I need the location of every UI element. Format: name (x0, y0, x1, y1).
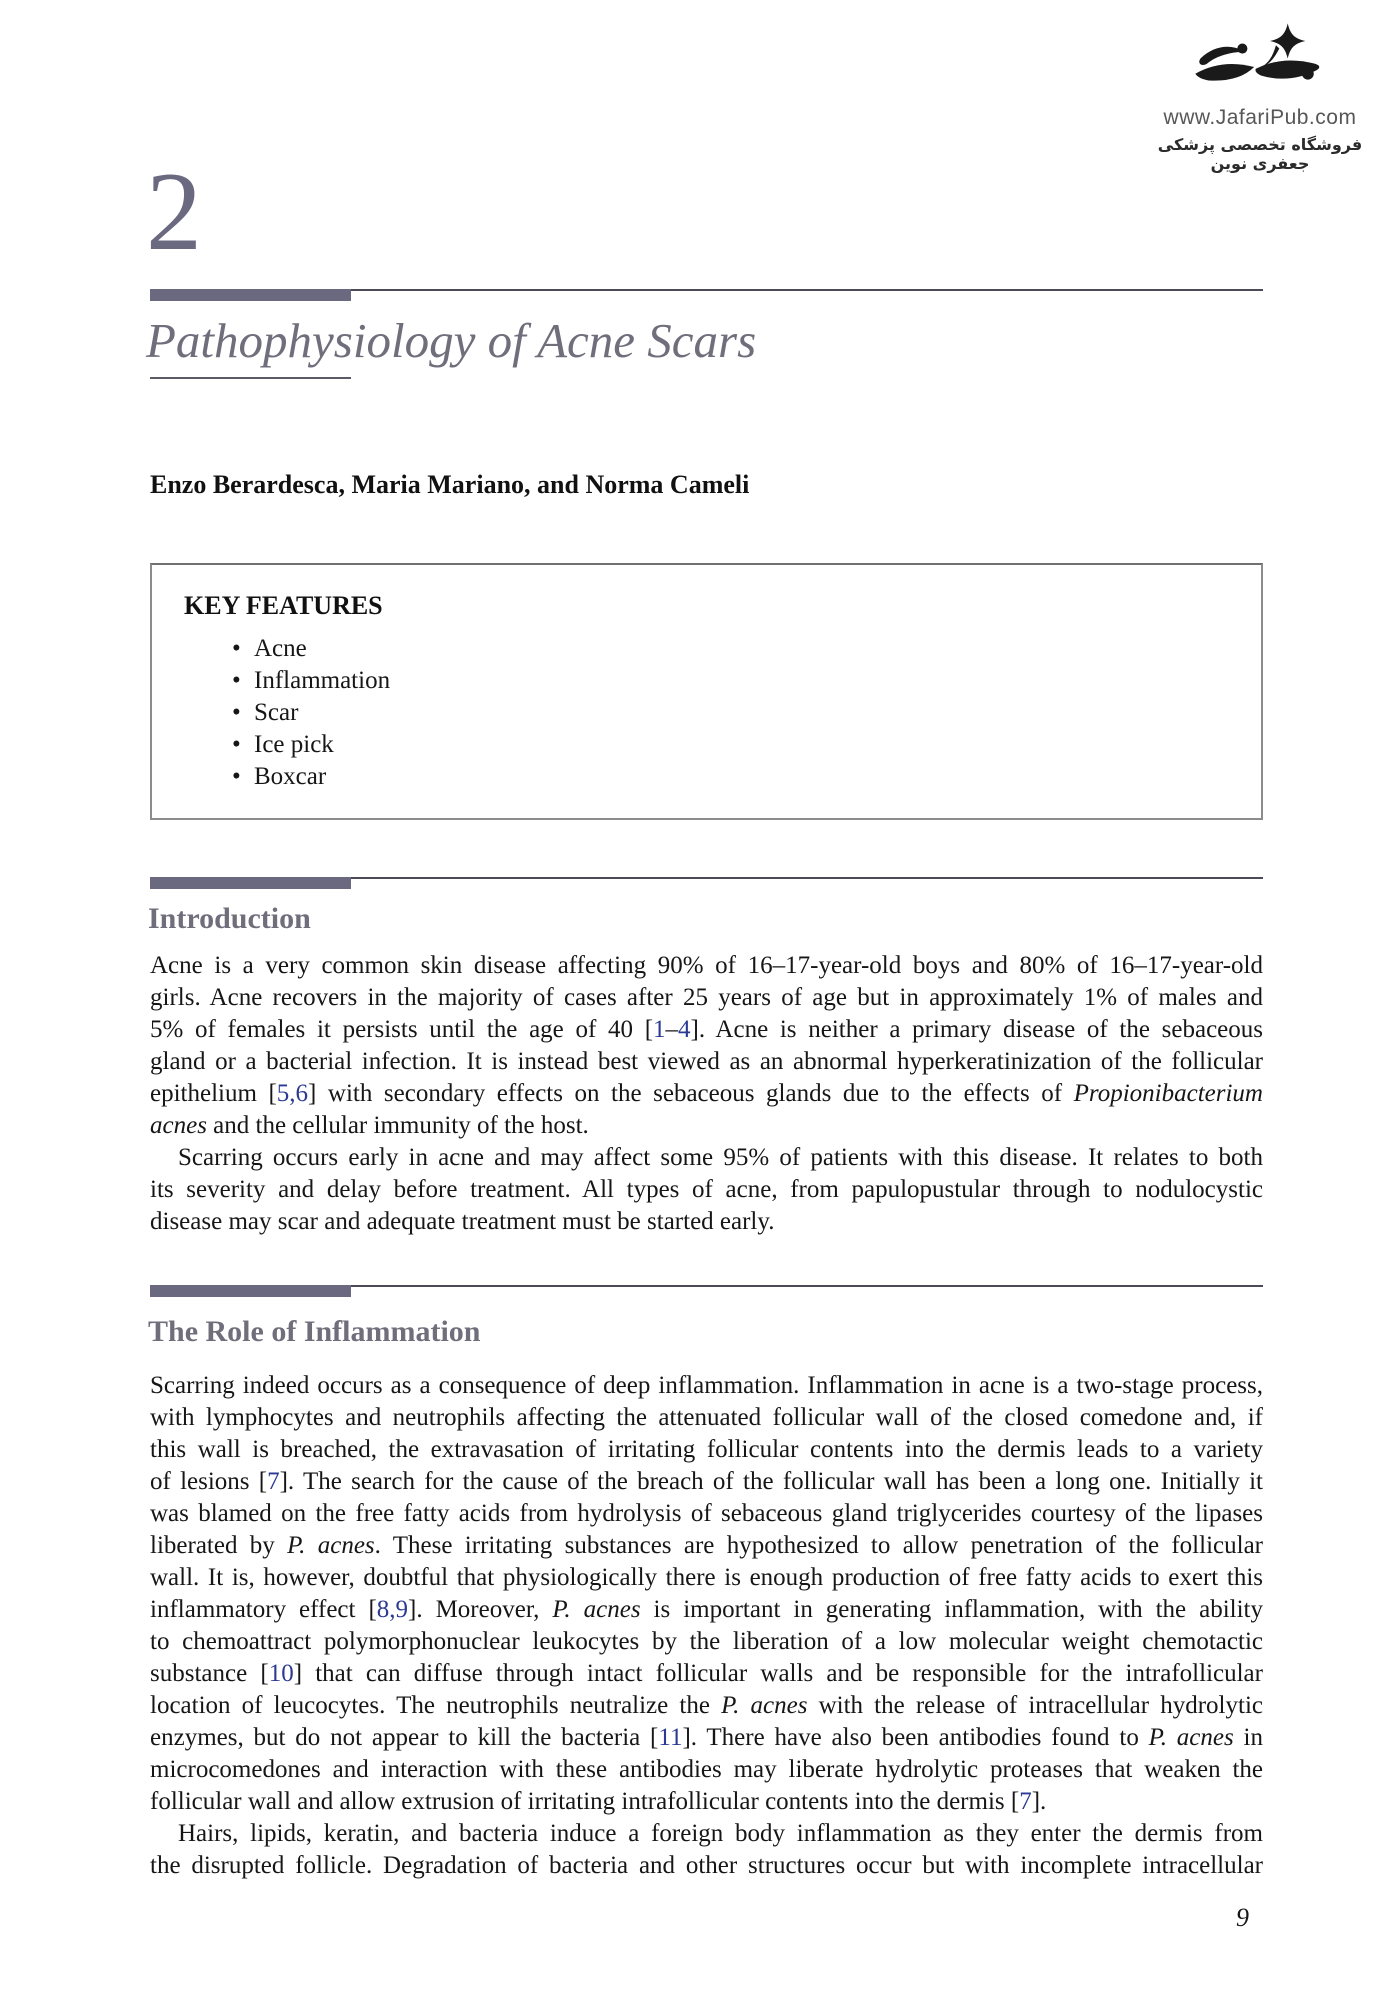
text-line: substance [10] that can diffuse through intact follicular walls and be responsible for the intrafollicular (150, 1660, 1263, 1687)
text-line: inflammatory effect [8,9]. Moreover, P. acnes is important in generating inflammation, with the ability (150, 1596, 1263, 1623)
text-line: girls. Acne recovers in the majority of cases after 25 years of age but in approximately 1% of males and (150, 984, 1263, 1011)
section-divider (150, 1285, 1263, 1297)
section-text-inflammation (150, 1370, 1263, 1882)
text-line: to chemoattract polymorphonuclear leukocytes by the liberation of a low molecular weight chemotactic (150, 1628, 1263, 1655)
text-line: its severity and delay before treatment. All types of acne, from papulopustular through to nodulocystic (150, 1176, 1263, 1203)
text-line: Scarring indeed occurs as a consequence of deep inflammation. Inflammation in acne is a two-stage process, (150, 1372, 1263, 1399)
key-features-box (150, 563, 1263, 820)
publisher-persian-text: فروشگاه تخصصی پزشکی جعفری نوین (1157, 135, 1363, 173)
text-line: liberated by P. acnes. These irritating substances are hypothesized to allow penetration of the follicular (150, 1532, 1263, 1559)
text-line: enzymes, but do not appear to kill the bacteria [11]. There have also been antibodies found to P. acnes in (150, 1724, 1263, 1751)
text-line: follicular wall and allow extrusion of irritating intrafollicular contents into the dermis [7]. (150, 1788, 1047, 1815)
key-features-list (152, 633, 1261, 793)
text-line: the disrupted follicle. Degradation of bacteria and other structures occur but with incomplete intracellular (150, 1852, 1263, 1879)
text-line: this wall is breached, the extravasation of irritating follicular contents into the dermis leads to a variety (150, 1436, 1263, 1463)
publisher-url: www.JafariPub.com (1163, 106, 1357, 129)
authors-line: Enzo Berardesca, Maria Mariano, and Norma Cameli (150, 470, 750, 499)
text-line: disease may scar and adequate treatment must be started early. (150, 1208, 775, 1235)
text-line: wall. It is, however, doubtful that physiologically there is enough production of free fatty acids to exert this (150, 1564, 1263, 1591)
text-line: epithelium [5,6] with secondary effects on the sebaceous glands due to the effects of Propionibacterium (150, 1080, 1263, 1107)
key-feature-item: • Ice pick (152, 729, 1261, 761)
title-underline (150, 377, 351, 379)
text-line: of lesions [7]. The search for the cause of the breach of the follicular wall has been a long one. Initially it (150, 1468, 1263, 1495)
key-feature-item: • Inflammation (152, 665, 1261, 697)
text-line: microcomedones and interaction with these antibodies may liberate hydrolytic proteases that weaken the (150, 1756, 1263, 1783)
key-feature-item: • Acne (152, 633, 1261, 665)
divider-accent-block (150, 289, 351, 301)
section-heading-inflammation: The Role of Inflammation (148, 1315, 481, 1348)
chapter-title: Pathophysiology of Acne Scars (146, 313, 757, 368)
divider-accent-block (150, 1285, 351, 1297)
page-number: 9 (1236, 1903, 1249, 1932)
publisher-logo (1140, 20, 1380, 173)
divider-accent-block (150, 877, 351, 889)
chapter-divider (150, 289, 1263, 301)
text-line: location of leucocytes. The neutrophils neutralize the P. acnes with the release of intracellular hydrolytic (150, 1692, 1263, 1719)
text-line: was blamed on the free fatty acids from hydrolysis of sebaceous gland triglycerides courtesy of the lipases (150, 1500, 1263, 1527)
text-line: gland or a bacterial infection. It is instead best viewed as an abnormal hyperkeratinization of the follicular (150, 1048, 1263, 1075)
text-line: Scarring occurs early in acne and may affect some 95% of patients with this disease. It relates to both (178, 1144, 1263, 1171)
key-feature-item: • Boxcar (152, 761, 1261, 793)
key-features-heading: KEY FEATURES (184, 591, 383, 620)
calligraphy-logo-icon (1179, 20, 1341, 104)
chapter-number: 2 (146, 150, 202, 274)
text-line: acnes and the cellular immunity of the host. (150, 1112, 589, 1139)
key-feature-item: • Scar (152, 697, 1261, 729)
section-heading-introduction: Introduction (148, 902, 311, 935)
text-line: 5% of females it persists until the age of 40 [1–4]. Acne is neither a primary disease of the sebaceous (150, 1016, 1263, 1043)
section-text-introduction (150, 950, 1263, 1238)
text-line: Acne is a very common skin disease affecting 90% of 16–17-year-old boys and 80% of 16–17-year-old (150, 952, 1263, 979)
section-divider (150, 877, 1263, 889)
text-line: with lymphocytes and neutrophils affecting the attenuated follicular wall of the closed comedone and, if (150, 1404, 1263, 1431)
text-line: Hairs, lipids, keratin, and bacteria induce a foreign body inflammation as they enter the dermis from (178, 1820, 1263, 1847)
